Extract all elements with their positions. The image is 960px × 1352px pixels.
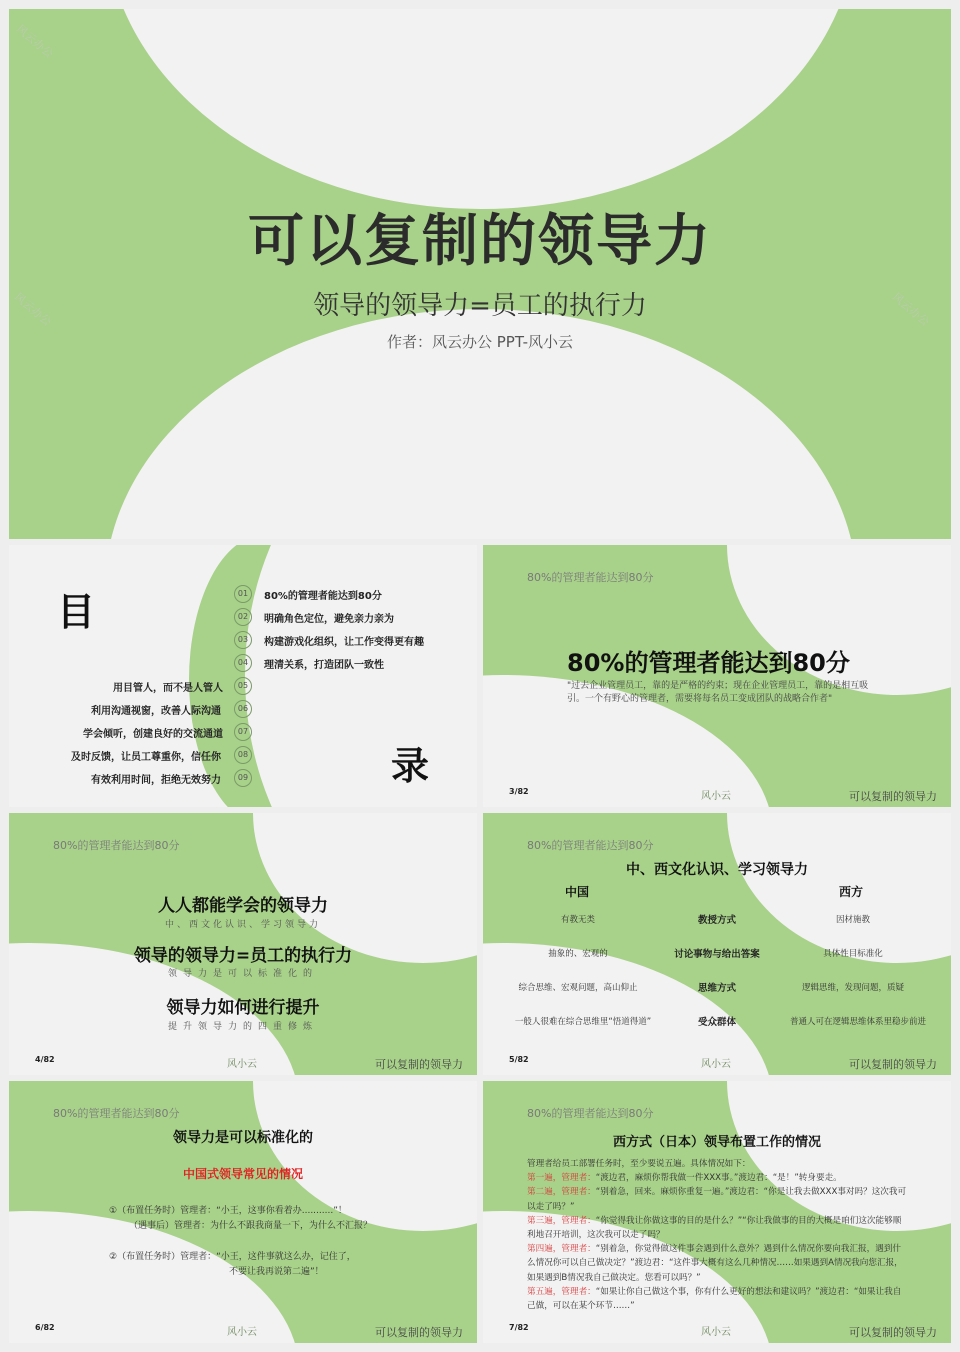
- section-subtitle: 中、西文化认识、学习领导力: [164, 920, 321, 930]
- body-para: [527, 1185, 907, 1213]
- cover-title: 可以复制的领导力: [248, 209, 712, 274]
- toc-item[interactable]: 及时反馈，让员工尊重你，信任你: [71, 752, 221, 763]
- cell-right: 因材施教: [835, 915, 870, 925]
- footer-title: 可以复制的领导力: [375, 1058, 463, 1071]
- footer-author: 风小云: [701, 791, 731, 802]
- cell-mid: 受众群体: [697, 1017, 736, 1028]
- toc-item[interactable]: 理清关系，打造团队一致性: [264, 660, 384, 671]
- toc-num: 07: [234, 723, 252, 741]
- case-line: 不要让我再说第二遍”！: [229, 1267, 324, 1277]
- section-subtitle: 提升领导力的四重修炼: [167, 1022, 318, 1032]
- cell-left: 抽象的、宏观的: [548, 949, 608, 959]
- toc-item[interactable]: 利用沟通视窗，改善人际沟通: [91, 706, 221, 717]
- toc-num: 04: [234, 654, 252, 672]
- body-intro: 管理者给员工部署任务时，至少要说五遍。具体情况如下：: [527, 1159, 751, 1169]
- cover-subtitle: 领导的领导力=员工的执行力: [313, 291, 647, 321]
- body-para: [527, 1171, 907, 1185]
- cover-slide: [9, 9, 951, 539]
- watermark: 风云办公: [13, 22, 56, 61]
- toc-num: 09: [234, 769, 252, 787]
- slide-3: [483, 545, 951, 807]
- cell-left: 有教无类: [560, 915, 595, 925]
- slide-title: 领导力是可以标准化的: [173, 1130, 313, 1146]
- cell-right: 具体性目标准化: [823, 949, 883, 959]
- footer-author: 风小云: [701, 1059, 731, 1070]
- body-para: [527, 1285, 907, 1313]
- toc-item[interactable]: 有效利用时间，拒绝无效努力: [91, 775, 221, 786]
- para-text: “如果让你自己做这个事，你有什么更好的想法和建议吗？”渡边君：“如果让我自己做，可以在某个环节……”: [527, 1286, 902, 1312]
- cell-mid: 讨论事物与给出答案: [674, 949, 760, 960]
- section-title: 领导的领导力=员工的执行力: [133, 946, 353, 966]
- slide-title: 西方式（日本）领导布置工作的情况: [612, 1135, 821, 1150]
- footer-author: 风小云: [227, 1059, 257, 1070]
- para-label: 第四遍，管理者：: [527, 1244, 596, 1255]
- body-para: [527, 1214, 907, 1242]
- toc-num: 08: [234, 746, 252, 764]
- para-text: “渡边君，麻烦你帮我做一件XXX事。”渡边君：“是！”转身要走。: [595, 1173, 842, 1184]
- top-circle: [105, 9, 857, 209]
- toc-num: 01: [234, 585, 252, 603]
- cell-mid: 思维方式: [697, 983, 736, 994]
- para-text: “别着急，你觉得做这件事会遇到什么意外？遇到什么情况你要向我汇报，遇到什么情况你可以自己做决定？”渡边君：“这件事大概有这么几种情况……如果遇到A情况我向您汇报，如果遇到B情况我自己做决定。您看可以吗？”: [527, 1244, 903, 1283]
- para-label: 第一遍，管理者：: [527, 1173, 596, 1184]
- toc-item[interactable]: 用目管人，而不是人管人: [113, 683, 223, 694]
- slide-4: [9, 813, 477, 1075]
- slide-7: [483, 1081, 951, 1343]
- slide-header: 80%的管理者能达到80分: [527, 839, 654, 852]
- para-label: 第二遍，管理者：: [527, 1187, 596, 1198]
- watermark: 风云办公: [889, 290, 932, 329]
- section-title: 领导力如何进行提升: [166, 998, 320, 1018]
- case-line: ②（布置任务时）管理者：“小王，这件事就这么办，记住了，: [109, 1252, 356, 1262]
- cell-right: 普通人可在逻辑思维体系里稳步前进: [789, 1017, 926, 1027]
- footer-author: 风小云: [701, 1327, 731, 1338]
- toc-item[interactable]: 80%的管理者能达到80分: [264, 591, 382, 602]
- footer-title: 可以复制的领导力: [849, 790, 937, 803]
- column-header-right: 西方: [839, 885, 864, 899]
- toc-num: 06: [234, 700, 252, 718]
- cell-mid: 教授方式: [697, 915, 736, 926]
- cell-left: 综合思维、宏观问题，高山仰止: [518, 983, 638, 993]
- toc-right-circle: [245, 545, 477, 807]
- slide-quote: "过去企业管理员工，靠的是严格的约束；现在企业管理员工，靠的是相互吸引。一个有野心的管理者，需要将每名员工变成团队的战略合作者": [567, 681, 869, 704]
- para-text: “你觉得我让你做这事的目的是什么？”“你让我做事的目的大概是咱们这次能够顺利地召开培训，这次我可以走了吗？: [527, 1215, 902, 1241]
- case-line: （遇事后）管理者：为什么不跟我商量一下，为什么不汇报？: [129, 1221, 373, 1231]
- case-line: ①（布置任务时）管理者：“小王，这事你看着办...........”！: [109, 1206, 347, 1216]
- column-header-left: 中国: [565, 885, 590, 899]
- watermark: 风云办公: [11, 290, 54, 329]
- toc-num: 02: [234, 608, 252, 626]
- page-number: 4/82: [35, 1055, 55, 1064]
- slide-header: 80%的管理者能达到80分: [527, 1107, 654, 1120]
- toc-big-left: 目: [57, 590, 96, 634]
- page-number: 6/82: [35, 1323, 55, 1332]
- footer-title: 可以复制的领导力: [375, 1326, 463, 1339]
- slide-6: [9, 1081, 477, 1343]
- slide-header: 80%的管理者能达到80分: [527, 571, 654, 584]
- toc-item[interactable]: 构建游戏化组织，让工作变得更有趣: [264, 637, 424, 648]
- toc-num: 03: [234, 631, 252, 649]
- toc-num: 05: [234, 677, 252, 695]
- para-label: 第三遍，管理者：: [527, 1215, 596, 1226]
- slide-title: 中、西文化认识、学习领导力: [626, 862, 808, 878]
- slide-title: 80%的管理者能达到80分: [567, 649, 850, 677]
- para-text: “别着急，回来。麻烦你重复一遍。”渡边君：“你是让我去做XXX事对吗？这次我可以走了吗？”: [527, 1187, 907, 1212]
- slide-5: [483, 813, 951, 1075]
- toc-item[interactable]: 明确角色定位，避免亲力亲为: [264, 614, 394, 625]
- red-subtitle: 中国式领导常见的情况: [182, 1167, 303, 1181]
- footer-title: 可以复制的领导力: [849, 1058, 937, 1071]
- body-para: [527, 1242, 907, 1285]
- slide-header: 80%的管理者能达到80分: [53, 1107, 180, 1120]
- slide-body: [527, 1157, 907, 1313]
- section-title: 人人都能学会的领导力: [158, 896, 328, 916]
- toc-item[interactable]: 学会倾听，创建良好的交流通道: [83, 729, 223, 740]
- cell-left: 一般人很难在综合思维里“悟道得道”: [514, 1017, 652, 1027]
- toc-big-right: 录: [391, 744, 430, 788]
- page-number: 7/82: [509, 1323, 529, 1332]
- page-number: 5/82: [509, 1055, 529, 1064]
- toc-slide: [9, 545, 477, 807]
- cover-author: 作者：风云办公 PPT-风小云: [386, 333, 574, 351]
- footer-title: 可以复制的领导力: [849, 1326, 937, 1339]
- section-subtitle: 领导力是可以标准化的: [167, 969, 318, 979]
- page-number: 3/82: [509, 787, 529, 796]
- slide-header: 80%的管理者能达到80分: [53, 839, 180, 852]
- cell-right: 逻辑思维，发现问题，质疑: [801, 983, 904, 993]
- footer-author: 风小云: [227, 1327, 257, 1338]
- para-label: 第五遍，管理者：: [527, 1286, 596, 1297]
